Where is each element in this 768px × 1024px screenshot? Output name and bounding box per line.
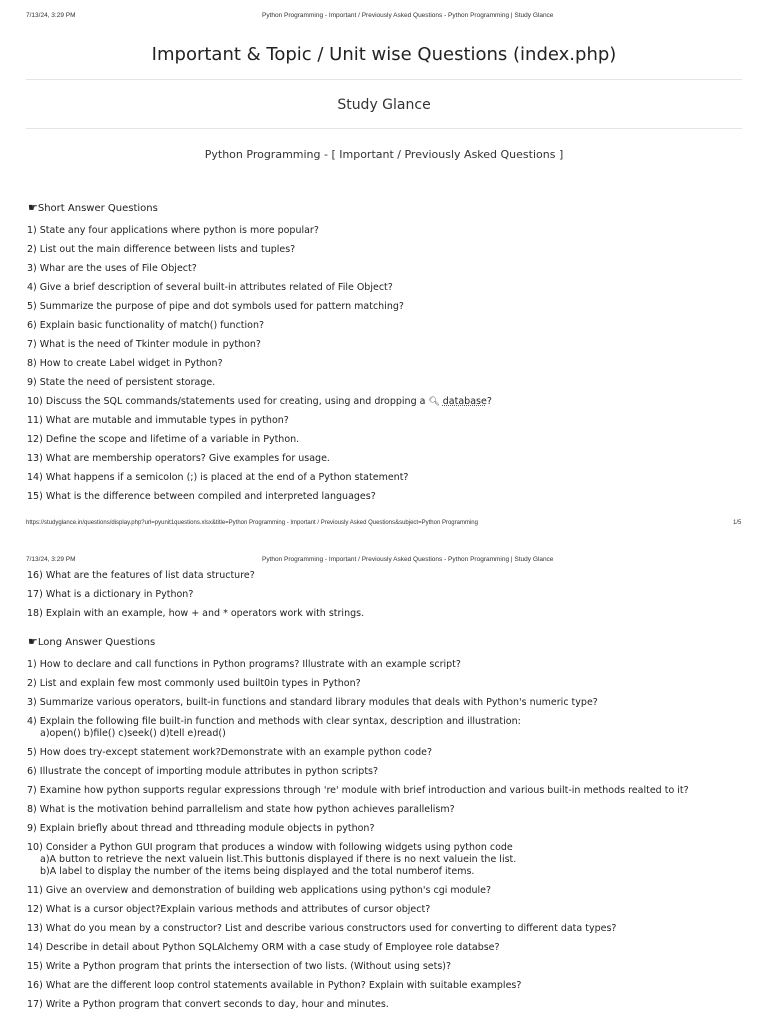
list-item	[27, 716, 747, 740]
short-question-list	[27, 225, 747, 510]
list-item: 2) List out the main difference between lists and tuples?	[27, 244, 296, 255]
print-url: https://studyglance.in/questions/display.php?url=pyunit1questions.xlsx&title=Python Programming - Important / Previously Asked Questions&subject=Python Programming	[26, 520, 478, 526]
list-item: 6) Illustrate the concept of importing module attributes in python scripts?	[27, 766, 379, 777]
list-item: 12) Define the scope and lifetime of a variable in Python.	[27, 434, 300, 445]
long-answer-title: Long Answer Questions	[37, 637, 156, 648]
long-answer-heading	[28, 635, 155, 648]
list-item: 16) What are the features of list data structure?	[27, 570, 255, 581]
list-item: 1) How to declare and call functions in Python programs? Illustrate with an example script?	[27, 659, 461, 670]
list-item: 15) Write a Python program that prints the intersection of two lists. (Without using sets)?	[27, 961, 452, 972]
sub-option: a)A button to retrieve the next valuein list.This buttonis displayed if there is no next valuein the list.	[40, 854, 517, 865]
site-name[interactable]: Study Glance	[337, 97, 431, 113]
question-text: 4) Explain the following file built-in function and methods with clear syntax, description and illustration:	[27, 716, 521, 727]
divider	[26, 128, 742, 129]
list-item: 3) Summarize various operators, built-in functions and standard library modules that deals with Python's numeric type?	[27, 697, 598, 708]
list-item: 11) Give an overview and demonstration of building web applications using python's cgi module?	[27, 885, 492, 896]
list-item: 13) What do you mean by a constructor? List and describe various constructors used for converting to different data types?	[27, 923, 617, 934]
list-item: 3) Whar are the uses of File Object?	[27, 263, 197, 274]
list-item: 7) What is the need of Tkinter module in python?	[27, 339, 261, 350]
list-item	[27, 396, 747, 408]
pointing-hand-icon: ☛	[28, 635, 38, 648]
list-item: 8) What is the motivation behind parrallelism and state how python achieves parallelism?	[27, 804, 455, 815]
list-item	[27, 842, 747, 878]
list-item: 14) Describe in detail about Python SQLAlchemy ORM with a case study of Employee role databse?	[27, 942, 500, 953]
question-text: 10) Discuss the SQL commands/statements used for creating, using and dropping a	[27, 396, 429, 407]
question-text: 10) Consider a Python GUI program that produces a window with following widgets using python code	[27, 842, 513, 853]
divider	[26, 79, 742, 80]
list-item: 12) What is a cursor object?Explain various methods and attributes of cursor object?	[27, 904, 431, 915]
list-item: 17) What is a dictionary in Python?	[27, 589, 194, 600]
database-link[interactable]: database	[442, 396, 487, 407]
print-timestamp: 7/13/24, 3:29 PM	[26, 556, 76, 563]
question-text: ?	[486, 396, 492, 407]
subject-title: Python Programming - [ Important / Previously Asked Questions ]	[204, 148, 564, 161]
list-item: 11) What are mutable and immutable types in python?	[27, 415, 289, 426]
page-heading: Important & Topic / Unit wise Questions (index.php)	[151, 44, 617, 65]
list-item: 16) What are the different loop control statements available in Python? Explain with suitable examples?	[27, 980, 522, 991]
list-item: 14) What happens if a semicolon (;) is placed at the end of a Python statement?	[27, 472, 409, 483]
sub-options: a)open() b)file() c)seek() d)tell e)read()	[40, 728, 226, 739]
list-item: 6) Explain basic functionality of match() function?	[27, 320, 265, 331]
short-answer-heading	[28, 201, 158, 214]
list-item: 2) List and explain few most commonly used built0in types in Python?	[27, 678, 361, 689]
list-item: 13) What are membership operators? Give examples for usage.	[27, 453, 330, 464]
list-item: 18) Explain with an example, how + and * operators work with strings.	[27, 608, 365, 619]
list-item: 5) How does try-except statement work?Demonstrate with an example python code?	[27, 747, 433, 758]
list-item: 9) Explain briefly about thread and tthreading module objects in python?	[27, 823, 375, 834]
short-answer-title: Short Answer Questions	[37, 203, 158, 214]
list-item: 9) State the need of persistent storage.	[27, 377, 216, 388]
short-question-list-continued	[27, 570, 747, 627]
search-icon: 🔍︎	[428, 397, 443, 407]
print-page-title: Python Programming - Important / Previously Asked Questions - Python Programming | Study Glance	[262, 12, 554, 19]
list-item: 1) State any four applications where python is more popular?	[27, 225, 319, 236]
sub-option: b)A label to display the number of the items being displayed and the total numberof items.	[40, 866, 475, 877]
list-item: 8) How to create Label widget in Python?	[27, 358, 223, 369]
print-page-title: Python Programming - Important / Previously Asked Questions - Python Programming | Study Glance	[262, 556, 554, 563]
list-item: 4) Give a brief description of several built-in attributes related of File Object?	[27, 282, 393, 293]
list-item: 7) Examine how python supports regular expressions through 're' module with brief introduction and various built-in methods realted to it?	[27, 785, 689, 796]
page-number: 1/5	[733, 520, 742, 526]
list-item: 17) Write a Python program that convert seconds to day, hour and minutes.	[27, 999, 389, 1010]
list-item: 5) Summarize the purpose of pipe and dot symbols used for pattern matching?	[27, 301, 404, 312]
list-item: 15) What is the difference between compiled and interpreted languages?	[27, 491, 376, 502]
print-timestamp: 7/13/24, 3:29 PM	[26, 12, 76, 19]
pointing-hand-icon: ☛	[28, 201, 38, 214]
long-question-list	[27, 659, 747, 1018]
